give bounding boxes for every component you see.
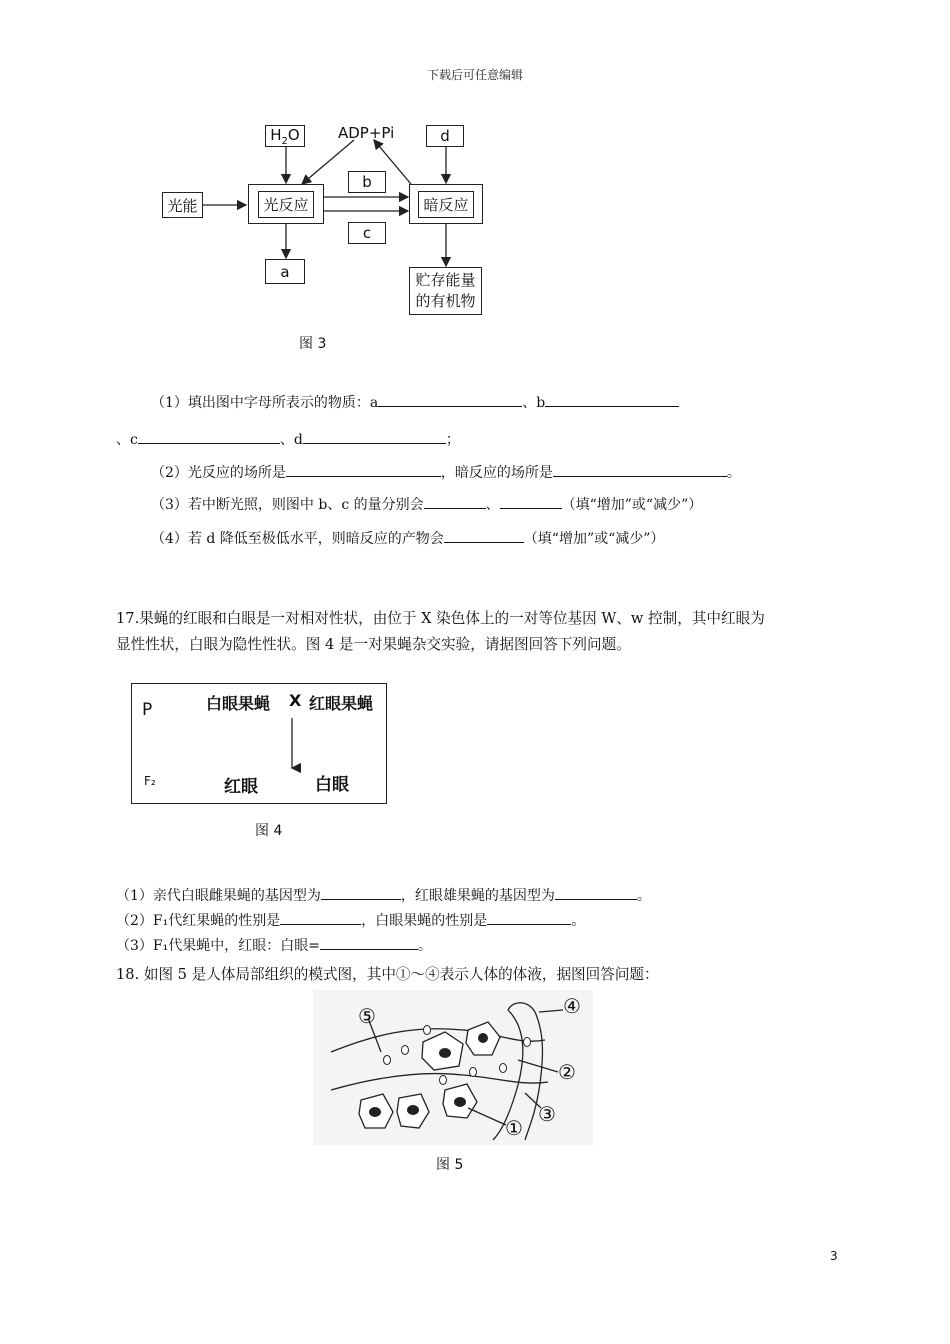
stored-organic-line1: 贮存能量 xyxy=(415,271,476,289)
q17-3-text-a: （3）F₁代果蝇中，红眼：白眼= xyxy=(116,938,320,954)
c-label: c xyxy=(362,224,372,242)
answer-blank-female-genotype[interactable] xyxy=(321,885,401,900)
label-4: ④ xyxy=(563,994,581,1018)
answer-blank-white-sex[interactable] xyxy=(487,910,571,925)
q16-4-text-b: （填“增加”或“减少”） xyxy=(523,531,665,547)
q16-2-end: 。 xyxy=(726,465,741,481)
q17-2-text-b: ，白眼果蝇的性别是 xyxy=(361,913,488,929)
light-energy-label: 光能 xyxy=(167,196,198,215)
q16-1-end: ； xyxy=(445,432,460,448)
q16-2-text-a: （2）光反应的场所是 xyxy=(151,465,286,481)
q17-item-2 xyxy=(116,910,585,930)
q17-1-text-a: （1）亲代白眼雌果蝇的基因型为 xyxy=(116,888,321,904)
q16-item-3 xyxy=(151,494,702,514)
answer-blank-b[interactable] xyxy=(545,392,679,407)
figure-4-caption: 图 4 xyxy=(255,823,283,839)
answer-blank-c-amount[interactable] xyxy=(500,494,562,509)
figure-3-caption: 图 3 xyxy=(299,336,327,352)
light-energy-box xyxy=(162,192,203,218)
a-box xyxy=(265,259,305,284)
q17-2-text-a: （2）F₁代红果蝇的性别是 xyxy=(116,913,281,929)
stored-organic-box xyxy=(409,267,482,315)
red-eye-offspring: 红眼 xyxy=(224,777,258,797)
page-number: 3 xyxy=(830,1249,838,1263)
light-reaction-label: 光反应 xyxy=(258,191,313,218)
answer-blank-light-site[interactable] xyxy=(286,462,441,477)
white-eye-offspring: 白眼 xyxy=(315,775,349,795)
stored-organic-line2: 的有机物 xyxy=(415,292,476,310)
a-label: a xyxy=(280,262,290,281)
b-box xyxy=(348,171,386,193)
figure-5-caption: 图 5 xyxy=(436,1157,464,1173)
q17-stem-line-1: 17.果蝇的红眼和白眼是一对相对性状，由位于 X 染色体上的一对等位基因 W、w 控制，其中红眼为 xyxy=(116,610,765,627)
answer-blank-dark-site[interactable] xyxy=(553,462,727,477)
q17-item-3 xyxy=(116,935,432,955)
q16-1-text-d: 、d xyxy=(279,432,303,448)
label-3: ③ xyxy=(538,1102,556,1126)
answer-blank-red-sex[interactable] xyxy=(280,910,361,925)
h2o-box xyxy=(265,125,305,147)
label-2: ② xyxy=(558,1060,576,1084)
q17-item-1 xyxy=(116,885,651,905)
c-box xyxy=(348,222,386,244)
q17-1-text-b: ，红眼雄果蝇的基因型为 xyxy=(400,888,555,904)
red-eye-fly: 红眼果蝇 xyxy=(309,694,374,713)
q16-item-2 xyxy=(151,462,741,482)
q16-item-4 xyxy=(151,528,664,548)
q16-item-1 xyxy=(151,392,679,412)
q16-1-text-a: （1）填出图中字母所表示的物质：a xyxy=(151,395,379,411)
q16-item-1-cont xyxy=(116,429,460,449)
light-reaction-box xyxy=(248,184,324,224)
answer-blank-b-amount[interactable] xyxy=(424,494,486,509)
parent-label: P xyxy=(142,700,153,720)
generation-label: F₂ xyxy=(144,774,156,788)
answer-blank-ratio[interactable] xyxy=(320,935,418,950)
answer-blank-c[interactable] xyxy=(138,429,280,444)
dark-reaction-box xyxy=(409,184,483,224)
q16-1-text-b: 、b xyxy=(522,395,546,411)
answer-blank-a[interactable] xyxy=(378,392,522,407)
answer-blank-d[interactable] xyxy=(303,429,446,444)
cross-arrow xyxy=(282,716,302,776)
q16-3-text-a: （3）若中断光照，则图中 b、c 的量分别会 xyxy=(151,497,424,513)
figure-4 xyxy=(131,683,387,804)
q16-1-text-c: 、c xyxy=(116,432,138,448)
label-1: ① xyxy=(505,1116,523,1140)
answer-blank-product[interactable] xyxy=(444,528,524,543)
answer-blank-male-genotype[interactable] xyxy=(555,885,637,900)
q16-3-text-b: 、 xyxy=(485,497,500,513)
q18-stem: 18. 如图 5 是人体局部组织的模式图，其中①～④表示人体的体液，据图回答问题： xyxy=(116,966,659,983)
cross-symbol: X xyxy=(289,691,302,710)
b-label: b xyxy=(362,173,372,191)
white-eye-fly: 白眼果蝇 xyxy=(206,694,271,713)
label-5: ⑤ xyxy=(358,1004,376,1028)
dark-reaction-label: 暗反应 xyxy=(418,191,473,218)
adp-label: ADP+Pi xyxy=(338,124,395,142)
d-label: d xyxy=(440,127,450,145)
figure-5 xyxy=(313,990,593,1145)
page-header: 下载后可任意编辑 xyxy=(426,68,523,82)
q16-4-text-a: （4）若 d 降低至极低水平，则暗反应的产物会 xyxy=(151,531,444,547)
h2o-label: $H_2O$ xyxy=(270,125,300,147)
q17-stem-line-2: 显性性状，白眼为隐性性状。图 4 是一对果蝇杂交实验，请据图回答下列问题。 xyxy=(116,636,631,653)
q17-1-end: 。 xyxy=(636,888,651,904)
q17-2-end: 。 xyxy=(571,913,586,929)
q16-3-text-c: （填“增加”或“减少”） xyxy=(561,497,703,513)
d-box xyxy=(426,125,464,147)
q17-3-end: 。 xyxy=(417,938,432,954)
q16-2-text-b: ，暗反应的场所是 xyxy=(440,465,553,481)
